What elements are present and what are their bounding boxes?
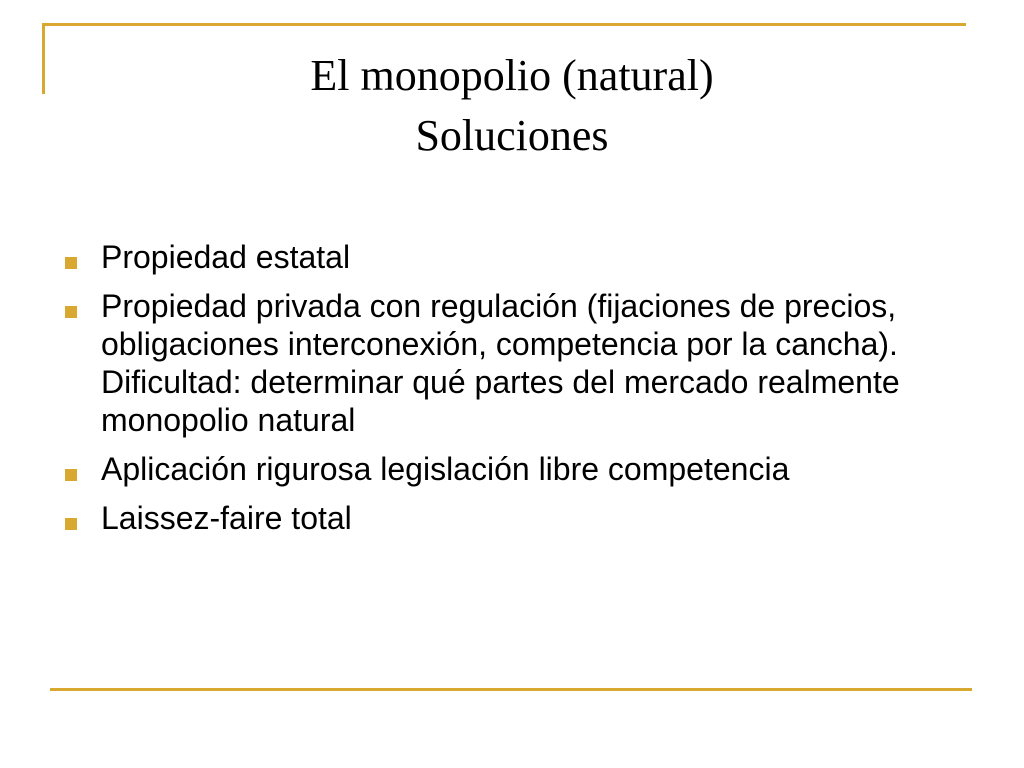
bullet-text: Propiedad estatal (101, 239, 351, 275)
top-border-line (42, 23, 966, 26)
bullet-item (60, 450, 980, 488)
title-line-1: El monopolio (natural) (310, 51, 714, 100)
bullet-text: Aplicación rigurosa legislación libre competencia (101, 451, 790, 487)
slide-title (200, 46, 824, 166)
left-border-line (42, 23, 45, 94)
bullet-text: Propiedad privada con regulación (fijaciones de precios, obligaciones interconexión, competencia por la cancha). Dificultad: determinar qué partes del mercado realmente monopolio natural (101, 288, 900, 438)
square-bullet-icon (65, 469, 77, 481)
title-line-2: Soluciones (415, 111, 609, 160)
square-bullet-icon (65, 257, 77, 269)
bullet-list (60, 238, 980, 548)
bullet-item (60, 238, 980, 276)
bullet-text: Laissez-faire total (101, 500, 352, 536)
square-bullet-icon (65, 306, 77, 318)
bottom-border-line (50, 688, 972, 691)
bullet-item (60, 287, 980, 439)
square-bullet-icon (65, 518, 77, 530)
bullet-item (60, 499, 980, 537)
